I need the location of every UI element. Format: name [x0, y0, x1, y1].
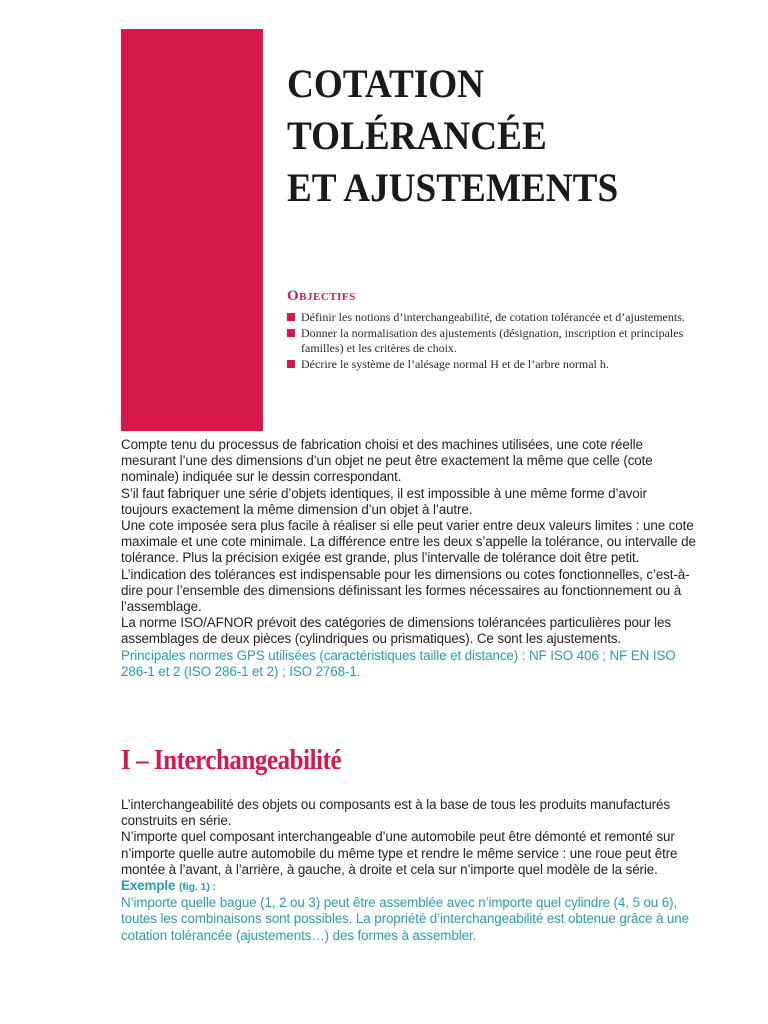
- chapter-title: [287, 58, 618, 214]
- chapter-color-block: [121, 29, 263, 431]
- objective-text: Donner la normalisation des ajustements (désignation, inscription et principales familles) et les critères de choix.: [301, 325, 684, 355]
- intro-paragraph: Une cote imposée sera plus facile à réaliser si elle peut varier entre deux valeurs limites : une cote maximale et une cote minimale. La différence entre les deux s’appelle la tolérance, ou intervalle de tolérance. Plus la précision exigée est grande, plus l’intervalle de tolérance doit être petit.: [121, 518, 696, 566]
- example-heading: [121, 878, 696, 895]
- chapter-title-line-3: ET AJUSTEMENTS: [287, 165, 619, 210]
- section-title: I – Interchangeabilité: [121, 744, 342, 776]
- square-bullet-icon: [287, 360, 295, 368]
- intro-text: [121, 437, 696, 680]
- example-text: N’importe quelle bague (1, 2 ou 3) peut être assemblée avec n’importe quel cylindre (4, 5 ou 6), toutes les combinaisons sont possibles. La propriété d’interchangeabilité est obtenue grâce à une cotation tolérancée (ajustements…) des formes à assembler.: [121, 895, 689, 943]
- example-figure-ref: (fig. 1) :: [179, 881, 216, 894]
- objective-item: [287, 326, 707, 357]
- objective-item: [287, 310, 707, 326]
- section-paragraph: L’interchangeabilité des objets ou composants est à la base de tous les produits manufacturés construits en série.: [121, 797, 670, 829]
- objective-text: Décrire le système de l’alésage normal H et de l’arbre normal h.: [301, 356, 609, 371]
- intro-paragraph: Compte tenu du processus de fabrication choisi et des machines utilisées, une cote réelle mesurant l’une des dimensions d’un objet ne peut être exactement la même que celle (cote nominale) indiquée sur le dessin correspondant.: [121, 437, 653, 485]
- objective-text: Définir les notions d’interchangeabilité, de cotation tolérancée et d’ajustements.: [301, 310, 685, 324]
- section-body: [121, 797, 696, 944]
- intro-paragraph: S’il faut fabriquer une série d’objets identiques, il est impossible à une même forme d’avoir toujours exactement la même dimension d’un objet à l’autre.: [121, 485, 647, 517]
- intro-paragraph: La norme ISO/AFNOR prévoit des catégories de dimensions tolérancées particulières pour les assemblages de deux pièces (cylindriques ou prismatiques). Ce sont les ajustements.: [121, 615, 671, 647]
- chapter-title-line-2: TOLÉRANCÉE: [287, 113, 547, 158]
- intro-paragraph: L’indication des tolérances est indispensable pour les dimensions ou cotes fonctionnelles, c’est-à-dire pour l’ensemble des dimensions définissant les formes nécessaires au fonctionnement ou à l’assemblage.: [121, 566, 690, 615]
- square-bullet-icon: [287, 329, 295, 337]
- objectives-heading: Objectifs: [287, 288, 356, 304]
- objectives-box: [287, 288, 707, 372]
- square-bullet-icon: [287, 313, 295, 321]
- objective-item: [287, 357, 707, 373]
- norms-reference: Principales normes GPS utilisées (caractéristiques taille et distance) : NF ISO 406 ; NF EN ISO 286-1 et 2 (ISO 286-1 et 2) ; ISO 2768-1.: [121, 647, 676, 679]
- section-paragraph: N’importe quel composant interchangeable d’une automobile peut être démonté et remonté sur n’importe quelle autre automobile du même type et rendre le même service : une roue peut être montée à l’avant, à l’arrière, à gauche, à droite et cela sur n’importe quel modèle de la série.: [121, 829, 678, 877]
- chapter-title-line-1: COTATION: [287, 61, 485, 106]
- objectives-list: [287, 310, 707, 372]
- example-label: Exemple: [121, 878, 176, 894]
